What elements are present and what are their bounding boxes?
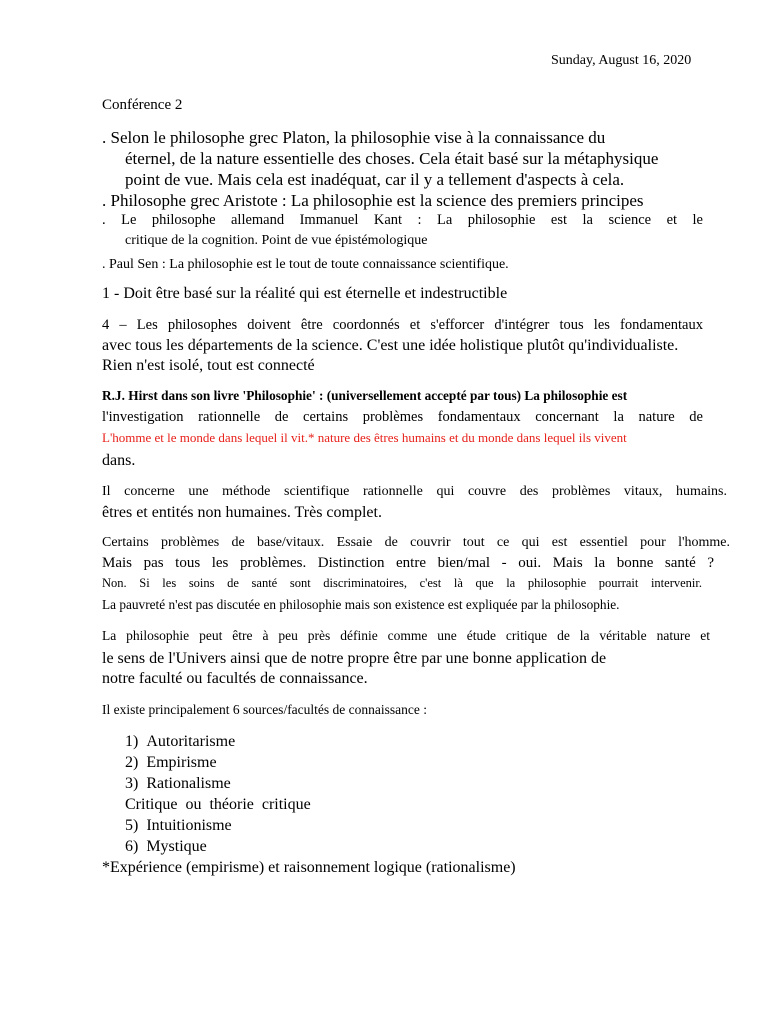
list-item-text: Rationalisme — [146, 775, 231, 792]
list-item — [125, 754, 217, 772]
list-item-text: Mystique — [146, 838, 207, 855]
hirst-line-2: l'investigation rationnelle de certains problèmes fondamentaux concernant la nature de — [102, 409, 703, 425]
point-4-line-1: 4 – Les philosophes doivent être coordonnés et s'efforcer d'intégrer tous les fondamentaux — [102, 317, 703, 333]
definition-line-2: le sens de l'Univers ainsi que de notre propre être par une bonne application de — [102, 650, 607, 667]
list-item — [125, 817, 232, 835]
list-item — [125, 775, 231, 793]
list-item-text: Critique ou théorie critique — [125, 796, 311, 813]
definition-line-3: notre faculté ou facultés de connaissance. — [102, 670, 368, 687]
problems-line-4: La pauvreté n'est pas discutée en philosophie mais son existence est expliquée par la philosophie. — [102, 597, 620, 612]
problems-line-2: Mais pas tous les problèmes. Distinction entre bien/mal - oui. Mais la bonne santé ? — [102, 555, 714, 571]
platon-line-2: éternel, de la nature essentielle des choses. Cela était basé sur la métaphysique — [125, 149, 659, 168]
list-item-text: Intuitionisme — [146, 817, 232, 834]
list-item — [125, 838, 207, 856]
list-item-number: 2) — [125, 754, 139, 771]
sources-intro: Il existe principalement 6 sources/facultés de connaissance : — [102, 702, 428, 717]
platon-line-1: . Selon le philosophe grec Platon, la philosophie vise à la connaissance du — [102, 128, 606, 147]
list-item-text: Autoritarisme — [146, 733, 236, 750]
list-item — [125, 796, 311, 814]
hirst-line-1: R.J. Hirst dans son livre 'Philosophie' : (universellement accepté par tous) La philosophie est — [102, 388, 628, 403]
kant-line-1: . Le philosophe allemand Immanuel Kant : La philosophie est la science et le — [102, 212, 703, 228]
document-title: Conférence 2 — [102, 97, 183, 113]
problems-line-1: Certains problèmes de base/vitaux. Essaie de couvrir tout ce qui est essentiel pour l'homme. — [102, 535, 730, 550]
problems-line-3: Non. Si les soins de santé sont discriminatoires, c'est là que la philosophie pourrait intervenir. — [102, 576, 702, 590]
platon-line-3: point de vue. Mais cela est inadéquat, car il y a tellement d'aspects à cela. — [125, 170, 625, 189]
footnote: *Expérience (empirisme) et raisonnement logique (rationalisme) — [102, 859, 516, 876]
list-item-number: 5) — [125, 817, 139, 834]
method-line-1: Il concerne une méthode scientifique rationnelle qui couvre des problèmes vitaux, humains. — [102, 484, 727, 499]
list-item-number: 1) — [125, 733, 139, 750]
kant-line-2: critique de la cognition. Point de vue épistémologique — [125, 233, 428, 248]
definition-line-1: La philosophie peut être à peu près définie comme une étude critique de la véritable nature et — [102, 628, 710, 643]
list-item-number: 6) — [125, 838, 139, 855]
paulsen-line: . Paul Sen : La philosophie est le tout de toute connaissance scientifique. — [102, 257, 509, 272]
list-item-number: 3) — [125, 775, 139, 792]
hirst-line-3: L'homme et le monde dans lequel il vit.* nature des êtres humains et du monde dans lequel ils vivent — [102, 430, 627, 445]
list-item — [125, 733, 235, 751]
method-line-2: êtres et entités non humaines. Très complet. — [102, 504, 382, 521]
document-date: Sunday, August 16, 2020 — [551, 53, 692, 68]
point-4-line-3: Rien n'est isolé, tout est connecté — [102, 357, 315, 374]
point-1: 1 - Doit être basé sur la réalité qui est éternelle et indestructible — [102, 285, 508, 302]
aristote-line: . Philosophe grec Aristote : La philosophie est la science des premiers principes — [102, 191, 644, 210]
list-item-text: Empirisme — [146, 754, 217, 771]
hirst-line-4: dans. — [102, 452, 136, 469]
point-4-line-2: avec tous les départements de la science. C'est une idée holistique plutôt qu'individualiste. — [102, 337, 679, 354]
